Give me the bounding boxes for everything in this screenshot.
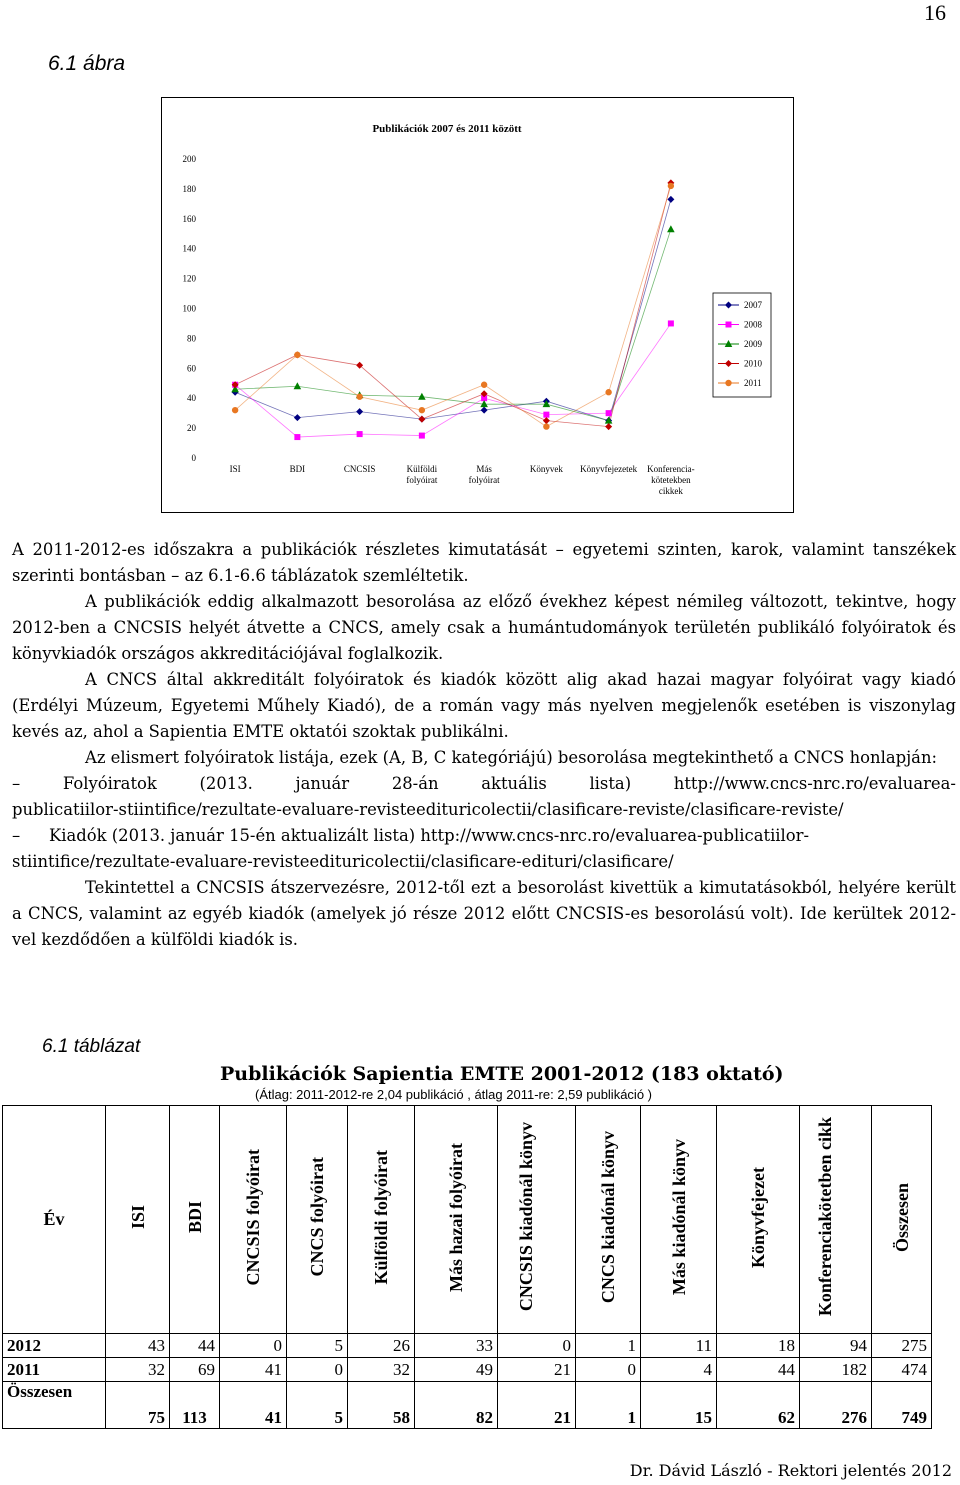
series-line	[235, 199, 671, 420]
table-cell: 11	[641, 1334, 717, 1358]
table-cell: 33	[415, 1334, 498, 1358]
table-cell: 5	[287, 1382, 348, 1429]
table-cell: 32	[106, 1358, 170, 1382]
y-tick-label: 160	[182, 213, 196, 224]
chart-frame	[161, 97, 794, 513]
triangle-marker	[294, 382, 302, 389]
diamond-marker	[543, 417, 550, 424]
table-cell: 0	[576, 1358, 641, 1382]
col-header: Könyvfejezet	[717, 1106, 800, 1334]
circle-marker	[725, 380, 731, 386]
list-word: január	[295, 774, 350, 793]
legend-label: 2011	[744, 378, 762, 388]
list-word: aktuális	[481, 774, 547, 793]
diamond-marker	[667, 196, 674, 203]
col-header: CNCS kiadónál könyv	[576, 1106, 641, 1334]
y-tick-label: 120	[182, 273, 196, 284]
col-header: ISI	[106, 1106, 170, 1334]
y-tick-label: 140	[182, 243, 196, 254]
diamond-marker	[605, 423, 612, 430]
table-cell: 18	[717, 1334, 800, 1358]
col-header: CNCS folyóirat	[287, 1106, 348, 1334]
x-tick-label: Más folyóirat	[468, 464, 500, 485]
y-tick-label: 20	[187, 423, 196, 434]
square-marker	[606, 410, 612, 416]
table-cell: 43	[106, 1334, 170, 1358]
table-cell: 32	[348, 1358, 415, 1382]
table-cell: 69	[170, 1358, 220, 1382]
x-tick-label: Könyvek	[529, 464, 563, 474]
table-cell: 41	[220, 1382, 287, 1429]
list-word: 28-án	[391, 774, 439, 793]
table-cell: 82	[415, 1382, 498, 1429]
table-cell: 5	[287, 1334, 348, 1358]
square-marker	[294, 434, 300, 440]
table-cell: 0	[220, 1334, 287, 1358]
col-header: Év	[3, 1106, 106, 1334]
x-tick-label: Könyvfejezetek	[580, 464, 638, 474]
square-marker	[357, 431, 363, 437]
circle-marker	[668, 183, 674, 189]
table-cell: 21	[498, 1382, 576, 1429]
circle-marker	[294, 352, 300, 358]
list-word: Folyóiratok	[62, 774, 157, 793]
y-tick-label: 80	[187, 333, 196, 344]
publishers-link[interactable]: Kiadók (2013. január 15-én aktualizált lista) http://www.cncs-nrc.ro/evaluarea-publicatiilor-	[49, 826, 810, 845]
table-cell: 4	[641, 1358, 717, 1382]
table-cell: 275	[872, 1334, 932, 1358]
table-cell: 0	[287, 1358, 348, 1382]
x-tick-label: Külföldi folyóirat	[406, 464, 438, 485]
y-tick-label: 0	[191, 453, 196, 463]
table-cell: 2012	[3, 1334, 106, 1358]
table-cell: 0	[498, 1334, 576, 1358]
page-number: 16	[924, 0, 946, 25]
col-header: Összesen	[872, 1106, 932, 1334]
table-row	[3, 1334, 932, 1358]
y-tick-label: 60	[187, 363, 196, 374]
y-tick-label: 200	[182, 154, 196, 164]
table-cell: 44	[170, 1334, 220, 1358]
y-tick-label: 40	[187, 393, 196, 404]
table-row-total	[3, 1382, 932, 1429]
table-cell: 749	[872, 1382, 932, 1429]
list-item-publishers	[12, 823, 956, 849]
table-cell: 2011	[3, 1358, 106, 1382]
table-cell: 113	[170, 1382, 220, 1429]
x-tick-label: Konferencia-kötetekben cikkek	[647, 464, 695, 496]
publications-table	[2, 1105, 932, 1429]
col-header: CNCSIS folyóirat	[220, 1106, 287, 1334]
footer: Dr. Dávid László - Rektori jelentés 2012	[629, 1461, 952, 1480]
body-text	[12, 537, 956, 953]
legend-label: 2009	[744, 339, 762, 349]
table-cell: 26	[348, 1334, 415, 1358]
x-tick-label: CNCSIS	[343, 464, 376, 474]
table-cell: 49	[415, 1358, 498, 1382]
circle-marker	[481, 382, 487, 388]
table-cell: 182	[800, 1358, 872, 1382]
circle-marker	[543, 423, 549, 429]
table-cell: 62	[717, 1382, 800, 1429]
triangle-marker	[667, 225, 675, 232]
y-tick-label: 100	[182, 303, 196, 314]
paragraph-2: A publikációk eddig alkalmazott besorolása az előző évekhez képest némileg változott, tekintve, hogy 2012-ben a CNCSIS helyét átvette a CNCS, amely csak a humántudományok területén publikáló folyóiratok és könyvkiadók országos akkreditációjával foglalkozik.	[12, 592, 956, 663]
table-cell: Összesen	[3, 1382, 106, 1429]
table-label: 6.1 táblázat	[42, 1036, 141, 1057]
figure-label: 6.1 ábra	[48, 52, 126, 75]
col-header: Külföldi folyóirat	[348, 1106, 415, 1334]
list-dash: –	[12, 774, 21, 793]
legend-box	[713, 293, 771, 397]
list-item-journals	[12, 771, 956, 797]
table-title: Publikációk Sapientia EMTE 2001-2012 (183 oktató)	[220, 1063, 784, 1085]
chart-title: Publikációk 2007 és 2011 között	[372, 123, 522, 135]
journals-link[interactable]: http://www.cncs-nrc.ro/evaluarea-	[673, 774, 956, 793]
series-line	[235, 183, 671, 427]
line-chart	[162, 98, 793, 512]
y-tick-label: 180	[182, 183, 196, 194]
col-header: CNCSIS kiadónál könyv	[498, 1106, 576, 1334]
table-cell: 276	[800, 1382, 872, 1429]
circle-marker	[419, 407, 425, 413]
table-cell: 41	[220, 1358, 287, 1382]
col-header: BDI	[170, 1106, 220, 1334]
col-header: Konferenciakötetben cikk	[800, 1106, 872, 1334]
legend-label: 2008	[744, 319, 762, 330]
series-line	[235, 186, 671, 427]
table-cell: 1	[576, 1334, 641, 1358]
paragraph-3: A CNCS által akkreditált folyóiratok és kiadók között alig akad hazai magyar folyóirat vagy kiadó (Erdélyi Múzeum, Egyetemi Műhely Kiadó), de a román vagy más nyelven megjelenők esetében is viszonylag kevés az, ahol a Sapientia EMTE oktatói szoktak publikálni.	[12, 670, 956, 741]
circle-marker	[605, 389, 611, 395]
legend-label: 2007	[744, 300, 762, 310]
table-cell: 474	[872, 1358, 932, 1382]
table-row	[3, 1358, 932, 1382]
table-cell: 1	[576, 1382, 641, 1429]
list-dash: –	[12, 826, 21, 845]
table-cell: 75	[106, 1382, 170, 1429]
list-word: (2013.	[199, 774, 253, 793]
journals-link-cont[interactable]: publicatiilor-stiintifice/rezultate-evaluare-revisteedituricolectii/clasificare-reviste/clasificare-reviste/	[12, 800, 844, 819]
table-cell: 15	[641, 1382, 717, 1429]
x-tick-label: ISI	[229, 464, 241, 474]
circle-marker	[232, 407, 238, 413]
x-tick-label: BDI	[289, 464, 306, 474]
diamond-marker	[481, 407, 488, 414]
publishers-link-cont[interactable]: stiintifice/rezultate-evaluare-revisteedituricolectii/clasificare-edituri/clasificare/	[12, 852, 674, 871]
table-cell: 44	[717, 1358, 800, 1382]
circle-marker	[356, 394, 362, 400]
paragraph-1: A 2011-2012-es időszakra a publikációk részletes kimutatását – egyetemi szinten, karok, valamint tanszékek szerinti bontásban – az 6.1-6.6 táblázatok szemléltetik.	[12, 540, 956, 585]
paragraph-5: Tekintettel a CNCSIS átszervezésre, 2012-től ezt a besorolást kivettük a kimutatásokból, helyére került a CNCS, valamint az egyéb kiadók (amelyek jó része 2012 előtt CNCSIS-es besorolású volt). Ide kerültek 2012-vel kezdődően a külföldi kiadók is.	[12, 878, 956, 949]
legend-label: 2010	[744, 358, 762, 369]
table-cell: 94	[800, 1334, 872, 1358]
table-header-row	[3, 1106, 932, 1334]
square-marker	[668, 320, 674, 326]
col-header: Más kiadónál könyv	[641, 1106, 717, 1334]
table-subtitle: (Átlag: 2011-2012-re 2,04 publikáció , átlag 2011-re: 2,59 publikáció )	[255, 1087, 652, 1102]
list-word: lista)	[589, 774, 632, 793]
diamond-marker	[356, 408, 363, 415]
triangle-marker	[418, 393, 426, 400]
col-header: Más hazai folyóirat	[415, 1106, 498, 1334]
square-marker	[726, 322, 732, 328]
table-cell: 21	[498, 1358, 576, 1382]
square-marker	[419, 433, 425, 439]
paragraph-4: Az elismert folyóiratok listája, ezek (A, B, C kategóriájú) besorolása megtekinthető a CNCS honlapján:	[85, 748, 938, 767]
diamond-marker	[294, 414, 301, 421]
table-cell: 58	[348, 1382, 415, 1429]
square-marker	[543, 412, 549, 418]
